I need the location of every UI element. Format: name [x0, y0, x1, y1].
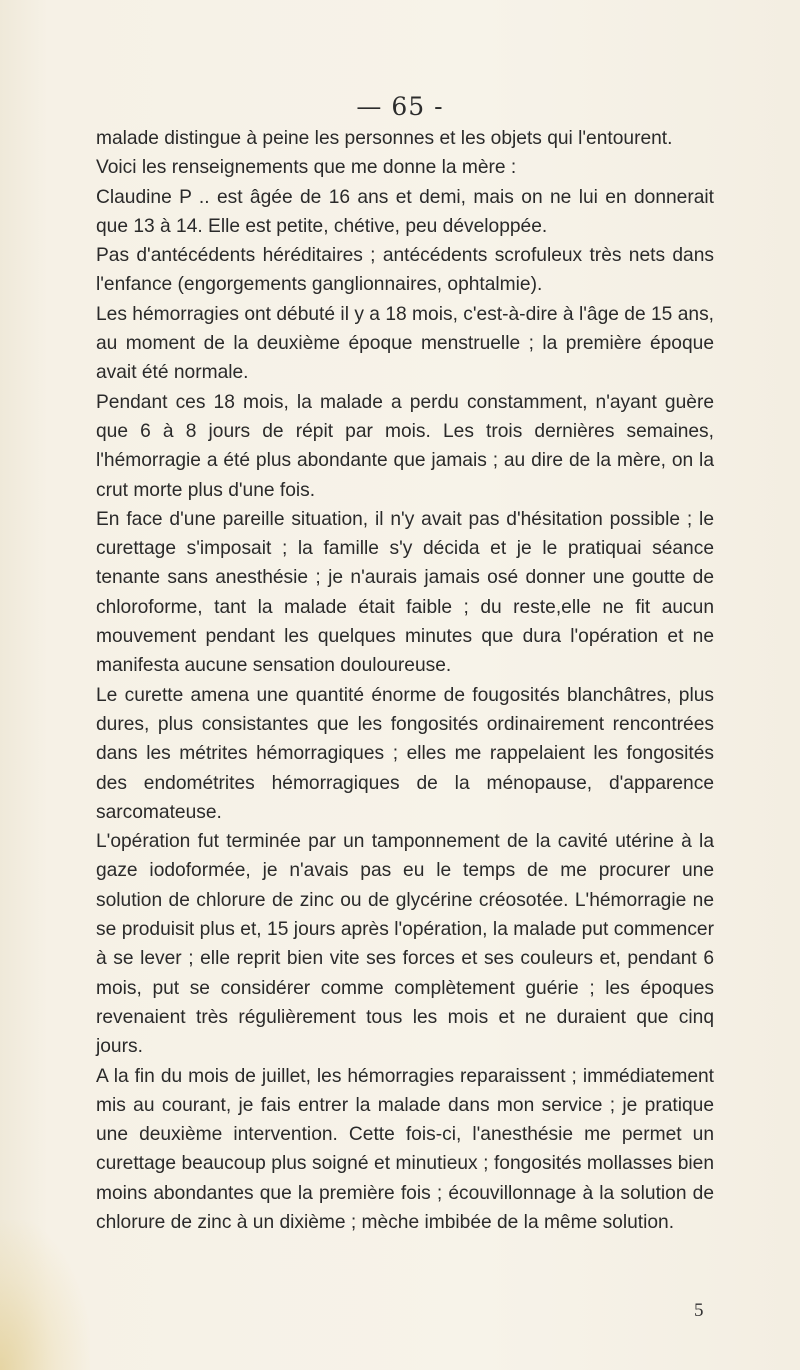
folio-signature: 5 — [694, 1300, 704, 1321]
paragraph-4: Pas d'antécédents héréditaires ; antécédents scrofuleux très nets dans l'enfance (engorgements ganglionnaires, ophtalmie). — [96, 245, 714, 296]
paragraph-9: L'opération fut terminée par un tamponnement de la cavité utérine à la gaze iodoformée, je n'avais pas eu le temps de me procurer une solution de chlorure de zinc ou de glycérine créosotée. L'hémorragie ne se produisit plus et, 15 jours après l'opération, la malade put commencer à se lever ; elle reprit bien vite ses forces et ses couleurs et, pendant 6 mois, put se considérer comme complètement guérie ; les époques revenaient très régulièrement tous les mois et ne duraient que cinq jours. — [96, 831, 714, 1058]
paragraph-6: Pendant ces 18 mois, la malade a perdu constamment, n'ayant guère que 6 à 8 jours de répit par mois. Les trois dernières semaines, l'hémorragie a été plus abondante que jamais ; au dire de la mère, on la crut morte plus d'une fois. — [96, 391, 714, 501]
paper-stain — [0, 1220, 90, 1370]
paragraph-5: Les hémorragies ont débuté il y a 18 mois, c'est-à-dire à l'âge de 15 ans, au moment de la deuxième époque menstruelle ; la première époque avait été normale. — [96, 303, 714, 384]
paragraph-8: Le curette amena une quantité énorme de fougosités blanchâtres, plus dures, plus consistantes que les fongosités ordinairement rencontrées dans les métrites hémorragiques ; elles me rappelaient les fongosités des endométrites hémorragiques de la ménopause, d'apparence sarcomateuse. — [96, 684, 714, 823]
paragraph-7: En face d'une pareille situation, il n'y avait pas d'hésitation possible ; le curettage s'imposait ; la famille s'y décida et je le pratiquai séance tenante sans anesthésie ; je n'aurais jamais osé donner une goutte de chloroforme, tant la malade était faible ; du reste,elle ne fit aucun mouvement pendant les quelques minutes que dura l'opération et ne manifesta aucune sensation douloureuse. — [96, 508, 714, 677]
paragraph-10: A la fin du mois de juillet, les hémorragies reparaissent ; immédiatement mis au courant, je fais entrer la malade dans mon service ; je pratique une deuxième intervention. Cette fois-ci, l'anesthésie me permet un curettage beaucoup plus soigné et minutieux ; fongosités mollasses bien moins abondantes que la première fois ; écouvillonnage à la solution de chlorure de zinc à un dixième ; mèche imbibée de la même solution. — [96, 1065, 714, 1233]
page-header: — 65 - — [356, 92, 444, 121]
paragraph-3: Claudine P .. est âgée de 16 ans et demi, mais on ne lui en donnerait que 13 à 14. Elle est petite, chétive, peu développée. — [96, 186, 714, 237]
body-text — [96, 124, 714, 1237]
paragraph-1: malade distingue à peine les personnes et les objets qui l'entourent. — [96, 128, 673, 149]
paragraph-2: Voici les renseignements que me donne la mère : — [96, 157, 517, 179]
